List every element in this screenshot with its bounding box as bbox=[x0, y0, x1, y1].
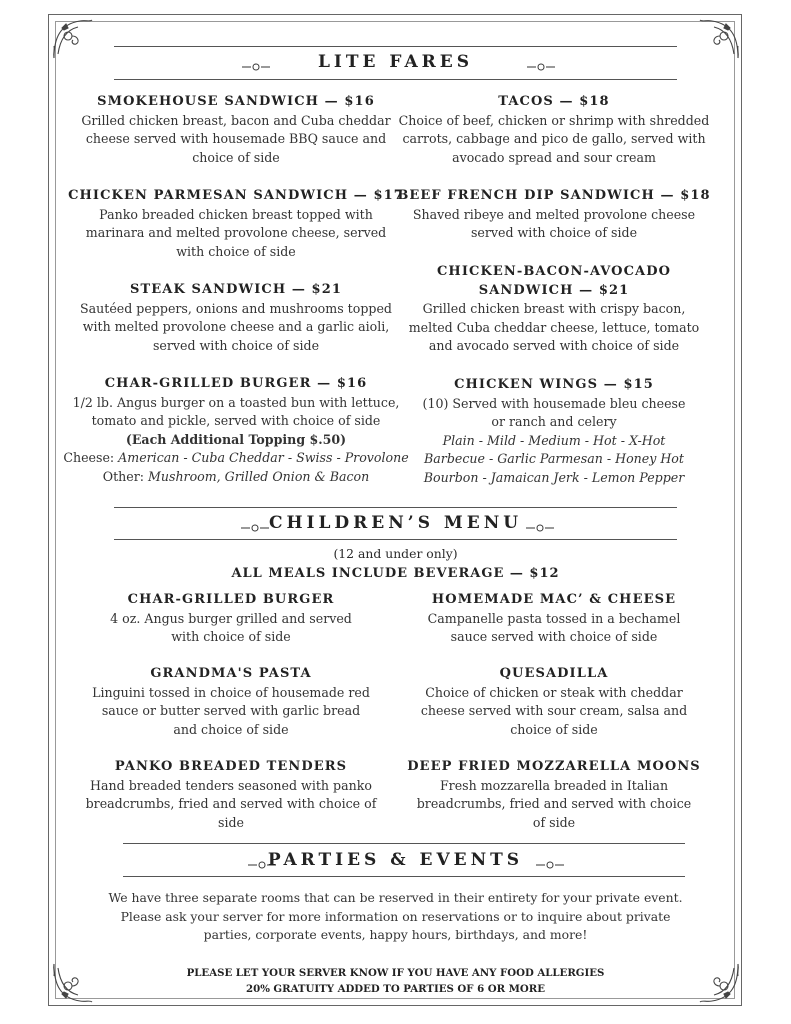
item-name: CHICKEN PARMESAN SANDWICH — $17 bbox=[68, 188, 404, 203]
item-description: cheese served with sour cream, salsa and bbox=[420, 703, 688, 718]
menu-item-chicken-parmesan-sandwich bbox=[56, 187, 416, 261]
item-name: CHICKEN WINGS — $15 bbox=[454, 377, 654, 392]
item-description: side bbox=[217, 814, 244, 830]
lite-fares-title: LITE FARES bbox=[317, 52, 474, 72]
header-rule-bottom bbox=[114, 79, 677, 80]
item-description: Hand breaded tenders seasoned with panko bbox=[90, 777, 372, 793]
childrens-beverage-note: ALL MEALS INCLUDE BEVERAGE — $12 bbox=[231, 566, 560, 581]
item-description: Choice of chicken or steak with cheddar bbox=[425, 684, 683, 700]
item-description: with choice of side bbox=[171, 629, 291, 644]
allergy-notice: PLEASE LET YOUR SERVER KNOW IF YOU HAVE ANY FOOD ALLERGIES bbox=[186, 967, 605, 979]
menu-item-steak-sandwich bbox=[56, 281, 416, 355]
header-rule-top bbox=[114, 46, 677, 47]
item-name: PANKO BREADED TENDERS bbox=[114, 759, 348, 774]
item-description: (10) Served with housemade bleu cheese bbox=[422, 395, 686, 411]
other-options-line bbox=[56, 468, 416, 487]
item-description: Grilled chicken breast, bacon and Cuba cheddar bbox=[81, 112, 391, 128]
item-description: Choice of beef, chicken or shrimp with shredded bbox=[398, 112, 710, 128]
kids-item-grandmas-pasta bbox=[56, 665, 406, 739]
item-description: Shaved ribeye and melted provolone cheese bbox=[412, 206, 696, 222]
scroll-ornament-icon bbox=[526, 57, 556, 67]
item-description: Panko breaded chicken breast topped with bbox=[99, 206, 373, 222]
item-description: Campanelle pasta tossed in a bechamel bbox=[427, 610, 681, 626]
gratuity-notice: 20% GRATUITY ADDED TO PARTIES OF 6 OR MORE bbox=[246, 983, 545, 995]
parties-events-title: PARTIES & EVENTS bbox=[267, 850, 524, 870]
item-description: sauce or butter served with garlic bread bbox=[101, 703, 361, 718]
childrens-age-note: (12 and under only) bbox=[333, 546, 458, 561]
item-name: HOMEMADE MAC’ & CHEESE bbox=[431, 592, 677, 607]
item-description: with choice of side bbox=[176, 243, 296, 259]
childrens-menu-title: CHILDREN’S MENU bbox=[268, 513, 523, 533]
item-description: or ranch and celery bbox=[491, 414, 617, 429]
topping-price: (Each Additional Topping $.50) bbox=[125, 431, 347, 447]
cheese-label: Cheese: bbox=[63, 450, 119, 465]
item-name: CHICKEN-BACON-AVOCADO bbox=[436, 264, 672, 279]
menu-item-beef-french-dip bbox=[384, 187, 724, 243]
kids-item-mozzarella-moons bbox=[384, 758, 724, 832]
item-description: melted Cuba cheddar cheese, lettuce, tomato bbox=[408, 319, 700, 335]
item-description: and avocado served with choice of side bbox=[428, 338, 680, 353]
item-name: CHAR-GRILLED BURGER — $16 bbox=[104, 376, 368, 391]
item-name: TACOS — $18 bbox=[498, 94, 610, 109]
item-name: BEEF FRENCH DIP SANDWICH — $18 bbox=[397, 188, 711, 203]
item-name: DEEP FRIED MOZZARELLA MOONS bbox=[407, 759, 701, 774]
item-description: Linguini tossed in choice of housemade red bbox=[92, 684, 370, 700]
parties-line: We have three separate rooms that can be reserved in their entirety for your private event. bbox=[108, 890, 683, 905]
item-description: 1/2 lb. Angus burger on a toasted bun with lettuce, bbox=[72, 394, 400, 410]
wing-flavors: Barbecue - Garlic Parmesan - Honey Hot bbox=[424, 451, 684, 466]
lite-fares-header bbox=[0, 46, 791, 82]
other-label: Other: bbox=[102, 468, 148, 484]
wing-flavors: Plain - Mild - Medium - Hot - X-Hot bbox=[442, 432, 666, 448]
kids-item-quesadilla bbox=[384, 665, 724, 739]
other-options: Mushroom, Grilled Onion & Bacon bbox=[147, 468, 370, 484]
item-description: served with choice of side bbox=[152, 337, 320, 353]
cheese-options: American - Cuba Cheddar - Swiss - Provolone bbox=[118, 450, 409, 465]
parties-description bbox=[0, 889, 791, 945]
parties-line: Please ask your server for more information on reservations or to inquire about private bbox=[120, 908, 671, 924]
header-rule-top bbox=[114, 507, 677, 508]
item-description: choice of side bbox=[192, 149, 280, 165]
item-description: sauce served with choice of side bbox=[450, 629, 658, 644]
item-description: Grilled chicken breast with crispy bacon, bbox=[422, 301, 686, 316]
item-description: tomato and pickle, served with choice of side bbox=[91, 413, 381, 428]
menu-item-chicken-bacon-avocado bbox=[384, 263, 724, 356]
item-description: 4 oz. Angus burger grilled and served bbox=[110, 610, 352, 626]
cheese-options-line bbox=[56, 449, 416, 468]
footer-notes bbox=[0, 965, 791, 997]
header-rule-top bbox=[123, 843, 685, 844]
header-rule-bottom bbox=[114, 539, 677, 540]
wing-flavors: Bourbon - Jamaican Jerk - Lemon Pepper bbox=[423, 469, 685, 485]
item-name: CHAR-GRILLED BURGER bbox=[127, 592, 335, 607]
item-description: and choice of side bbox=[173, 721, 289, 737]
kids-item-mac-cheese bbox=[384, 591, 724, 647]
item-description: Sautéed peppers, onions and mushrooms topped bbox=[80, 300, 392, 316]
item-name: SANDWICH — $21 bbox=[478, 282, 630, 298]
item-description: served with choice of side bbox=[470, 225, 638, 240]
item-description: avocado spread and sour cream bbox=[452, 149, 656, 165]
item-name: SMOKEHOUSE SANDWICH — $16 bbox=[97, 94, 375, 109]
childrens-menu-header bbox=[0, 507, 791, 541]
header-rule-bottom bbox=[123, 876, 685, 877]
item-description: breadcrumbs, fried and served with choice of bbox=[85, 796, 377, 811]
item-description: cheese served with housemade BBQ sauce and bbox=[85, 131, 387, 146]
item-description: choice of side bbox=[510, 721, 598, 737]
scroll-ornament-icon bbox=[535, 855, 565, 865]
scroll-ornament-icon bbox=[525, 518, 555, 528]
item-description: breadcrumbs, fried and served with choice bbox=[416, 796, 692, 811]
menu-item-chicken-wings bbox=[384, 376, 724, 487]
parties-line: parties, corporate events, happy hours, birthdays, and more! bbox=[203, 927, 588, 942]
item-description: with melted provolone cheese and a garlic aioli, bbox=[82, 319, 390, 334]
menu-item-char-grilled-burger bbox=[56, 375, 416, 486]
kids-item-char-grilled-burger bbox=[56, 591, 406, 647]
kids-item-panko-tenders bbox=[56, 758, 406, 832]
item-description: Fresh mozzarella breaded in Italian bbox=[439, 777, 669, 793]
item-description: of side bbox=[532, 814, 576, 830]
menu-item-smokehouse-sandwich bbox=[66, 93, 406, 167]
item-description: carrots, cabbage and pico de gallo, served with bbox=[402, 131, 706, 146]
item-description: marinara and melted provolone cheese, served bbox=[85, 225, 387, 240]
parties-events-header bbox=[0, 843, 791, 877]
item-name: QUESADILLA bbox=[499, 666, 609, 681]
item-name: STEAK SANDWICH — $21 bbox=[129, 282, 342, 297]
menu-item-tacos bbox=[384, 93, 724, 167]
item-name: GRANDMA'S PASTA bbox=[150, 666, 312, 681]
